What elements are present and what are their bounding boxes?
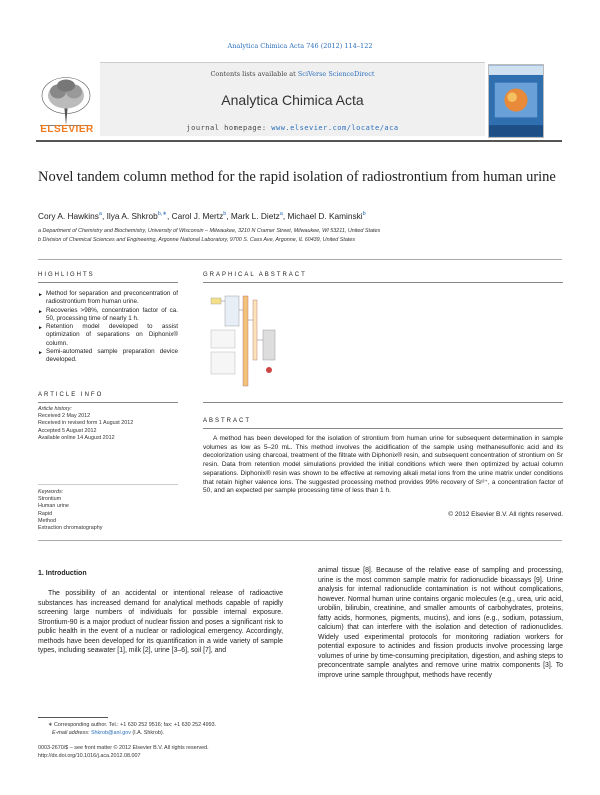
keyword: Rapid (38, 510, 53, 517)
divider (38, 402, 178, 403)
divider (203, 282, 563, 283)
keyword: Extraction chromatography (38, 525, 103, 532)
keyword: Human urine (38, 503, 69, 510)
author[interactable]: Mark L. Dietz$^a$ (230, 211, 283, 221)
issn-line: 0003-2670/$ – see front matter © 2012 Elsevier B.V. All rights reserved. (38, 745, 209, 751)
history-item: Accepted 5 August 2012 (38, 427, 97, 434)
graphical-abstract-heading: GRAPHICAL ABSTRACT (203, 272, 307, 278)
publisher-name: ELSEVIER (40, 124, 94, 135)
article-title: Novel tandem column method for the rapid isolation of radiostrontium from human urine (38, 169, 556, 185)
divider (203, 402, 563, 403)
history-label: Article history: (38, 406, 72, 412)
author-list: Cory A. Hawkins$^a$, Ilya A. Shkrob$^{b,∗}$, Carol J. Mertz$^b$, Mark L. Dietz$^a$, Michael D. Kaminski$^b$ (38, 211, 366, 221)
email-label: E-mail address: (52, 730, 91, 736)
article-info-heading: ARTICLE INFO (38, 392, 104, 398)
journal-homepage (100, 124, 485, 132)
footnote-divider (38, 717, 108, 718)
author[interactable]: Ilya A. Shkrob$^{b,∗}$ (106, 211, 167, 221)
highlight-item: ► Recoveries >98%, concentration factor of ca. 50, processing time of nearly 1 h. (38, 307, 178, 324)
article-history (38, 406, 178, 442)
contents-line (100, 70, 485, 78)
copyright: © 2012 Elsevier B.V. All rights reserved. (448, 511, 563, 518)
divider (38, 540, 562, 541)
keywords (38, 489, 178, 532)
contents-prefix: Contents lists available at (210, 70, 298, 78)
affiliation-b: b Division of Chemical Sciences and Engineering, Argonne National Laboratory, 9700 S. Cass Ave, Argonne, IL 60439, United States (38, 237, 356, 243)
abstract-heading: ABSTRACT (203, 418, 252, 424)
email-note (52, 730, 164, 737)
author[interactable]: Michael D. Kaminski$^b$ (287, 211, 366, 221)
body-column-left: The possibility of an accidental or intentional release of radioactive substances has increased demand for analytical methods capable of rapidly screening large numbers of individuals for possible internal exposure. Strontium-90 is a major product of nuclear fission and poses a significant risk to public health in the event of a nuclear or radiological emergency. Accordingly, methods have been developed for its quantification in a wide variety of sample types, including seawater [1], milk [2], urine [3–6], soil [7], and (38, 590, 283, 654)
homepage-link[interactable]: www.elsevier.com/locate/aca (271, 124, 399, 132)
corresponding-author-note: ∗ Corresponding author. Tel.: +1 630 252 9516; fax: +1 630 252 4993. (48, 722, 217, 728)
header-divider (36, 140, 562, 142)
author[interactable]: Cory A. Hawkins$^a$ (38, 211, 102, 221)
keywords-label: Keywords: (38, 489, 64, 495)
history-item: Received 2 May 2012 (38, 413, 91, 420)
divider (38, 484, 178, 485)
body-column-right: animal tissue [8]. Because of the relative ease of sampling and processing, urine is the most common sample matrix for radionuclide bioassays [9]. Urine analysis for internal radionuclide contamination is not without complications, however. Normal human urine contains organic molecules (e.g., urea, uric acid, urobilin, bilirubin, creatinine, and smaller amounts of carbohydrates, proteins, fatty acids, hormones, pigments, mucins), and ions (e.g., sodium, potassium, calcium) that can interfere with the isolation and detection of radionuclides. Widely used experimental protocols for monitoring radiation workers for potential exposure to actinides and fission products involve processing large volumes of urine by time-consuming precipitation, digestion, and ashing steps to preconcentrate sample analytes and remove urine matrix components [3]. To improve urine sample throughput, methods have recently (318, 567, 563, 679)
doi-link[interactable]: http://dx.doi.org/10.1016/j.aca.2012.08.007 (38, 753, 141, 759)
email-link[interactable]: Shkrob@anl.gov (90, 730, 131, 736)
journal-title[interactable]: Analytica Chimica Acta (221, 92, 364, 108)
sciencedirect-link[interactable]: SciVerse ScienceDirect (297, 70, 375, 78)
homepage-prefix: journal homepage: (186, 124, 272, 132)
author[interactable]: Carol J. Mertz$^b$ (171, 211, 227, 221)
highlights-heading: HIGHLIGHTS (38, 272, 95, 278)
email-suffix: (I.A. Shkrob). (130, 730, 165, 736)
divider (203, 428, 563, 429)
keyword: Strontium (38, 496, 62, 503)
highlight-item: ► Retention model developed to assist optimization of separations on Diphonix® column. (38, 323, 178, 348)
highlight-item: ► Semi-automated sample preparation device developed. (38, 348, 178, 365)
journal-cover-image (488, 64, 544, 138)
history-item: Available online 14 August 2012 (38, 434, 115, 441)
divider (38, 259, 562, 260)
highlights-list (38, 290, 178, 365)
section-heading-introduction: 1. Introduction (38, 570, 87, 577)
keyword: Method (38, 517, 56, 524)
highlight-item: ► Method for separation and preconcentration of radiostrontium from human urine. (38, 290, 178, 307)
graphical-abstract-figure[interactable] (203, 290, 288, 390)
abstract-text: A method has been developed for the isolation of strontium from human urine for subsequent determination in sample volumes as low as 5–20 mL. This method involves the acidification of the sample using methanesulfonic acid and its decolorization using charcoal, treatment of the filtrate with Diphonix® resin, and subsequent concentration of strontium on Sr resin. Data from retention model simulations provided the initial conditions which were then optimized by actual column separations. Diphonix® resin was shown to be effective at removing alkali metal ions from the urine matrix under conditions that retain higher valence ions. The suggested processing method provides 99% recovery of Sr²⁺, a concentration factor of 50, and an expected per sample processing time of less than 1 h. (203, 435, 563, 495)
journal-reference[interactable]: Analytica Chimica Acta 746 (2012) 114–122 (227, 42, 373, 50)
affiliation-a: a Department of Chemistry and Biochemistry, University of Wisconsin – Milwaukee, 3210 N Cramer Street, Milwaukee, WI 53211, United States (38, 228, 381, 234)
history-item: Received in revised form 1 August 2012 (38, 420, 134, 427)
divider (38, 282, 178, 283)
